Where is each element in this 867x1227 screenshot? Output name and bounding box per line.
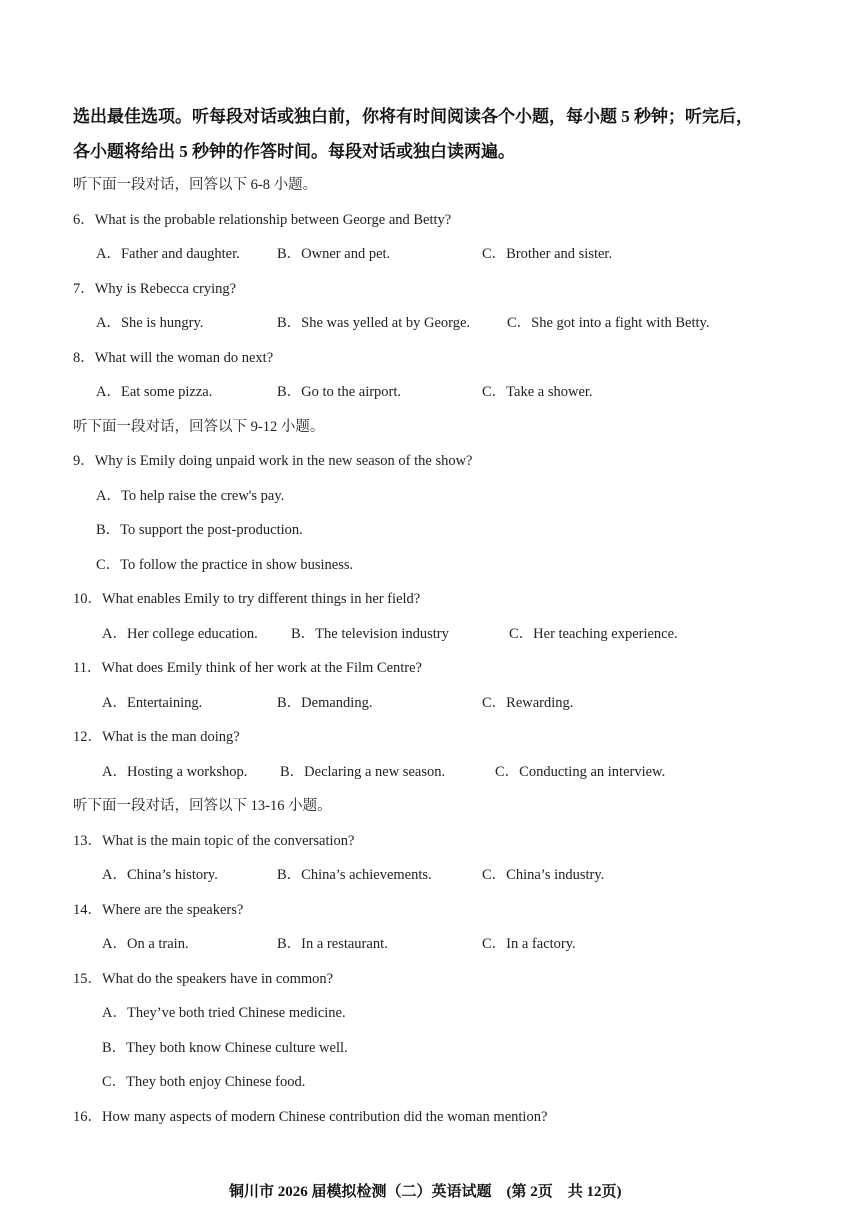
q7-option-b: B．She was yelled at by George. xyxy=(277,315,471,331)
question-9: 9．Why is Emily doing unpaid work in the new season of the show? xyxy=(73,453,473,469)
question-14: 14．Where are the speakers? xyxy=(73,902,244,918)
q9-option-a: A．To help raise the crew's pay. xyxy=(96,488,285,504)
q11-option-a: A．Entertaining. xyxy=(102,695,203,711)
question-16: 16．How many aspects of modern Chinese contribution did the woman mention? xyxy=(73,1109,548,1125)
q13-option-c: C．China’s industry. xyxy=(482,867,605,883)
q10-option-a: A．Her college education. xyxy=(102,626,258,642)
q10-option-b: B．The television industry xyxy=(291,626,449,642)
q12-option-c: C．Conducting an interview. xyxy=(495,764,666,780)
q12-option-b: B．Declaring a new season. xyxy=(280,764,446,780)
q6-option-a: A．Father and daughter. xyxy=(96,246,240,262)
question-6: 6．What is the probable relationship between George and Betty? xyxy=(73,212,452,228)
q7-option-a: A．She is hungry. xyxy=(96,315,204,331)
q12-option-a: A．Hosting a workshop. xyxy=(102,764,248,780)
question-11: 11．What does Emily think of her work at the Film Centre? xyxy=(73,660,422,676)
q6-option-b: B．Owner and pet. xyxy=(277,246,391,262)
page-footer: 铜川市 2026 届模拟检测（二）英语试题 (第 2页 共 12页) xyxy=(229,1184,622,1200)
section-header: 听下面一段对话，回答以下 6-8 小题。 xyxy=(73,177,318,193)
instructions-line-2: 各小题将给出 5 秒钟的作答时间。每段对话或独白读两遍。 xyxy=(73,142,515,161)
q11-option-b: B．Demanding. xyxy=(277,695,373,711)
q9-option-c: C．To follow the practice in show business. xyxy=(96,557,354,573)
q6-option-c: C．Brother and sister. xyxy=(482,246,613,262)
question-7: 7．Why is Rebecca crying? xyxy=(73,281,237,297)
q14-option-c: C．In a factory. xyxy=(482,936,576,952)
question-13: 13．What is the main topic of the conversation? xyxy=(73,833,355,849)
q8-option-b: B．Go to the airport. xyxy=(277,384,402,400)
q15-option-a: A．They’ve both tried Chinese medicine. xyxy=(102,1005,346,1021)
q10-option-c: C．Her teaching experience. xyxy=(509,626,678,642)
question-10: 10．What enables Emily to try different things in her field? xyxy=(73,591,421,607)
q15-option-c: C．They both enjoy Chinese food. xyxy=(102,1074,306,1090)
q15-option-b: B．They both know Chinese culture well. xyxy=(102,1040,348,1056)
q13-option-a: A．China’s history. xyxy=(102,867,218,883)
q13-option-b: B．China’s achievements. xyxy=(277,867,432,883)
question-12: 12．What is the man doing? xyxy=(73,729,240,745)
q8-option-a: A．Eat some pizza. xyxy=(96,384,213,400)
q8-option-c: C．Take a shower. xyxy=(482,384,593,400)
instructions-line-1: 选出最佳选项。听每段对话或独白前，你将有时间阅读各个小题，每小题 5 秒钟；听完后， xyxy=(73,107,753,126)
section-header: 听下面一段对话，回答以下 13-16 小题。 xyxy=(73,798,332,814)
question-8: 8．What will the woman do next? xyxy=(73,350,274,366)
q14-option-a: A．On a train. xyxy=(102,936,189,952)
q7-option-c: C．She got into a fight with Betty. xyxy=(507,315,710,331)
question-15: 15．What do the speakers have in common? xyxy=(73,971,334,987)
q14-option-b: B．In a restaurant. xyxy=(277,936,388,952)
q11-option-c: C．Rewarding. xyxy=(482,695,574,711)
section-header: 听下面一段对话，回答以下 9-12 小题。 xyxy=(73,419,325,435)
q9-option-b: B．To support the post-production. xyxy=(96,522,303,538)
